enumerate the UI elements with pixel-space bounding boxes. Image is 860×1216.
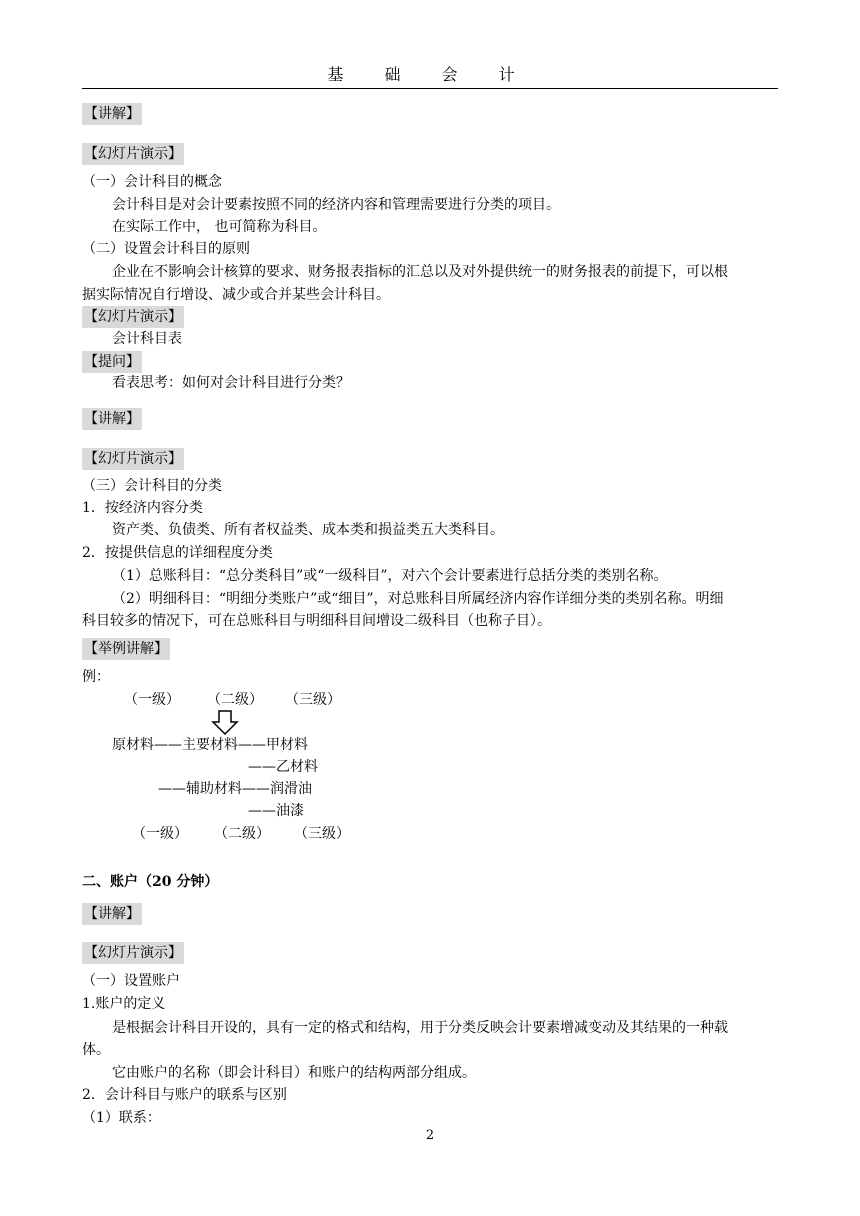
account-definition-1: 是根据会计科目开设的，具有一定的格式和结构，用于分类反映会计要素增减变动及其结果的一种载	[112, 1020, 728, 1036]
page-header-title: 基 础 会 计	[327, 65, 533, 84]
heading-concept: （一）会计科目的概念	[82, 174, 222, 190]
class-by-content: 1．按经济内容分类	[82, 500, 203, 516]
heading-principles: （二）设置会计科目的原则	[82, 241, 250, 257]
tag-slides: 【幻灯片演示】	[82, 143, 184, 165]
relation-link: （1）联系：	[82, 1110, 161, 1126]
para-concept: 会计科目是对会计要素按照不同的经济内容和管理需要进行分类的项目。	[112, 197, 560, 213]
example-row-1: 原材料——主要材料——甲材料	[112, 737, 308, 753]
tag-slides: 【幻灯片演示】	[82, 306, 184, 328]
para-short-name: 在实际工作中， 也可简称为科目。	[112, 219, 327, 235]
account-definition-2: 体。	[82, 1042, 110, 1058]
tag-explain: 【讲解】	[82, 408, 142, 430]
tag-slides: 【幻灯片演示】	[82, 448, 184, 470]
account-table-name: 会计科目表	[112, 331, 182, 347]
detail-account-text-1: （2）明细科目：“明细分类账户”或“细目”，对总账科目所属经济内容作详细分类的类别名称。明细	[112, 591, 724, 607]
detail-account-text-2: 科目较多的情况下，可在总账科目与明细科目间增设二级科目（也称子目）。	[82, 613, 551, 629]
level-label-bottom: （一级）	[132, 826, 188, 842]
heading-relation: 2．会计科目与账户的联系与区别	[82, 1087, 287, 1103]
page-number: 2	[425, 1128, 435, 1143]
para-principles-1: 企业在不影响会计核算的要求、财务报表指标的汇总以及对外提供统一的财务报表的前提下，可以根	[112, 264, 728, 280]
level-label-bottom: （二级）	[214, 826, 270, 842]
level-label-top: （三级）	[285, 692, 341, 708]
tag-explain: 【讲解】	[82, 103, 142, 125]
tag-slides: 【幻灯片演示】	[82, 942, 184, 964]
class-by-detail: 2．按提供信息的详细程度分类	[82, 545, 273, 561]
tag-explain: 【讲解】	[82, 903, 142, 925]
heading-classification: （三）会计科目的分类	[82, 478, 222, 494]
tag-example-explain: 【举例讲解】	[82, 638, 170, 660]
example-row-4: ——油漆	[248, 803, 304, 819]
question-text: 看表思考：如何对会计科目进行分类？	[112, 375, 350, 391]
example-row-3: ——辅助材料——润滑油	[158, 781, 312, 797]
account-definition-heading: 1.账户的定义	[82, 996, 166, 1012]
para-principles-2: 据实际情况自行增设、减少或合并某些会计科目。	[82, 287, 390, 303]
example-row-2: ——乙材料	[248, 759, 318, 775]
account-composition: 它由账户的名称（即会计科目）和账户的结构两部分组成。	[112, 1065, 476, 1081]
heading-setup-accounts: （一）设置账户	[82, 973, 180, 989]
section-accounts-title: 二、账户（20 分钟）	[82, 874, 219, 890]
level-label-top: （二级）	[207, 692, 263, 708]
general-ledger-text: （1）总账科目：“总分类科目”或“一级科目”，对六个会计要素进行总括分类的类别名称。	[112, 568, 668, 584]
level-label-top: （一级）	[124, 692, 180, 708]
tag-question: 【提问】	[82, 351, 142, 373]
example-label: 例：	[82, 669, 110, 685]
level-label-bottom: （三级）	[294, 826, 350, 842]
header-rule	[82, 88, 778, 89]
class-by-content-text: 资产类、负债类、所有者权益类、成本类和损益类五大类科目。	[112, 522, 504, 538]
down-arrow-icon	[211, 710, 239, 736]
